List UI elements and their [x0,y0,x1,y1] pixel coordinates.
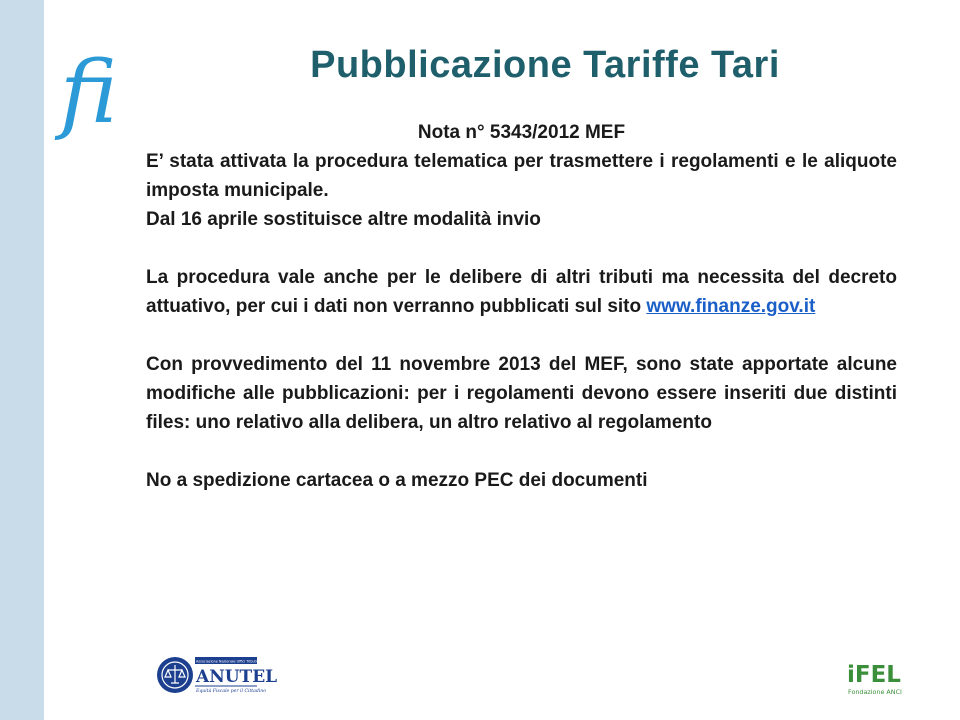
fi-logo-icon [58,40,130,143]
svg-text:Equità Fiscale per il Cittadin: Equità Fiscale per il Cittadino [196,689,267,694]
spacer [146,321,897,350]
finanze-link[interactable]: www.finanze.gov.it [646,296,816,317]
side-band [0,0,44,720]
note-heading: Nota n° 5343/2012 MEF [417,122,626,143]
paragraph-provision: Con provvedimento del 11 novembre 2013 del MEF, sono state apportate alcune modifiche alle pubblicazioni: per i regolamenti devono essere inseriti due distinti files: uno relativo alla delibera, un altro relativo al regolamento [146,354,897,433]
slide-title: Pubblicazione Tariffe Tari [310,44,780,86]
slide-body [146,118,897,495]
paragraph-april: Dal 16 aprile sostituisce altre modalità invio [146,209,541,230]
svg-text:Fondazione ANCI: Fondazione ANCI [848,688,902,696]
spacer [146,437,897,466]
paragraph-procedure-text: La procedura vale anche per le delibere di altri tributi ma necessita del decreto attuativo, per cui i dati non verranno pubblicati sul sito [146,267,897,317]
ifel-logo [846,652,902,700]
paragraph-telematic: E’ stata attivata la procedura telematica per trasmettere i regolamenti e le aliquote imposta municipale. [146,151,897,201]
svg-text:fi: fi [60,43,118,143]
anutel-logo [155,655,278,695]
svg-text:ANUTEL: ANUTEL [196,667,278,687]
svg-text:iFEL: iFEL [847,662,901,688]
spacer [146,234,897,263]
paragraph-procedure [146,263,897,321]
svg-text:Associazione Nazionale Uffici: Associazione Nazionale Uffici Tributi Enti Locali [196,659,276,664]
paragraph-no-paper: No a spedizione cartacea o a mezzo PEC dei documenti [146,470,648,491]
